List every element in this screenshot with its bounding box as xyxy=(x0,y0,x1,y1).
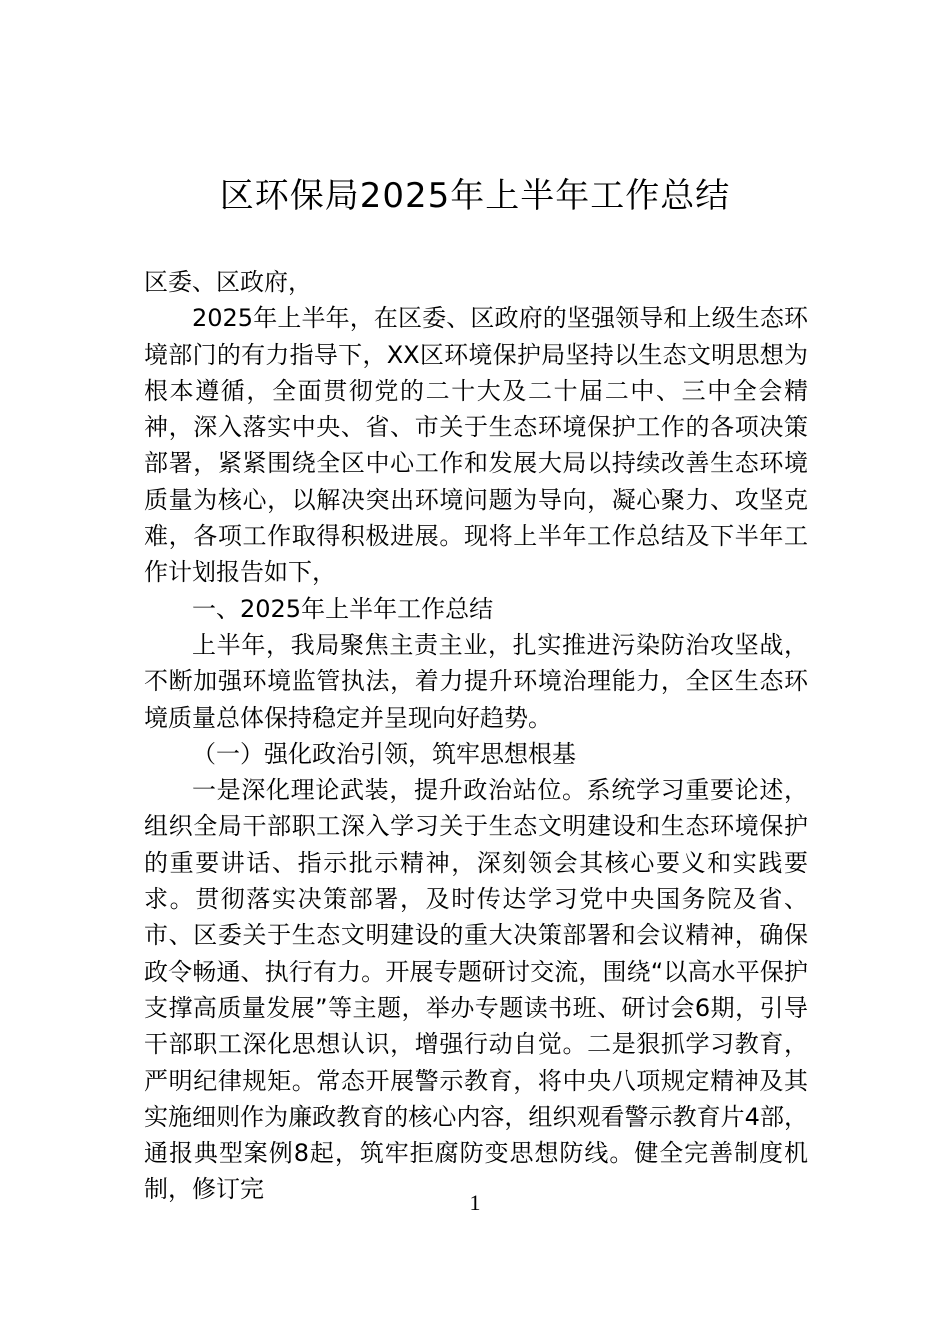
document-body xyxy=(144,264,808,1208)
detail-paragraph: 一是深化理论武装，提升政治站位。系统学习重要论述，组织全局干部职工深入学习关于生态文明建设和生态环境保护的重要讲话、指示批示精神，深刻领会其核心要义和实践要求。贯彻落实决策部署，及时传达学习党中央国务院及省、市、区委关于生态文明建设的重大决策部署和会议精神，确保政令畅通、执行有力。开展专题研讨交流，围绕“以高水平保护支撑高质量发展”等主题，举办专题读书班、研讨会6期，引导干部职工深化思想认识，增强行动自觉。二是狠抓学习教育，严明纪律规矩。常态开展警示教育，将中央八项规定精神及其实施细则作为廉政教育的核心内容，组织观看警示教育片4部，通报典型案例8起，筑牢拒腐防变思想防线。健全完善制度机制，修订完 xyxy=(144,776,808,1204)
page-number: 1 xyxy=(469,1190,481,1215)
subsection-heading: （一）强化政治引领，筑牢思想根基 xyxy=(192,739,576,768)
section-heading: 一、2025年上半年工作总结 xyxy=(192,594,494,623)
salutation: 区委、区政府， xyxy=(144,268,312,296)
summary-paragraph: 上半年，我局聚焦主责主业，扎实推进污染防治攻坚战，不断加强环境监管执法，着力提升环境治理能力，全区生态环境质量总体保持稳定并呈现向好趋势。 xyxy=(144,630,808,732)
intro-paragraph: 2025年上半年，在区委、区政府的坚强领导和上级生态环境部门的有力指导下，XX区环境保护局坚持以生态文明思想为根本遵循，全面贯彻党的二十大及二十届二中、三中全会精神，深入落实中央、省、市关于生态环境保护工作的各项决策部署，紧紧围绕全区中心工作和发展大局以持续改善生态环境质量为核心，以解决突出环境问题为导向，凝心聚力、攻坚克难，各项工作取得积极进展。现将上半年工作总结及下半年工作计划报告如下， xyxy=(144,304,808,587)
document-title: 区环保局2025年上半年工作总结 xyxy=(219,176,731,216)
